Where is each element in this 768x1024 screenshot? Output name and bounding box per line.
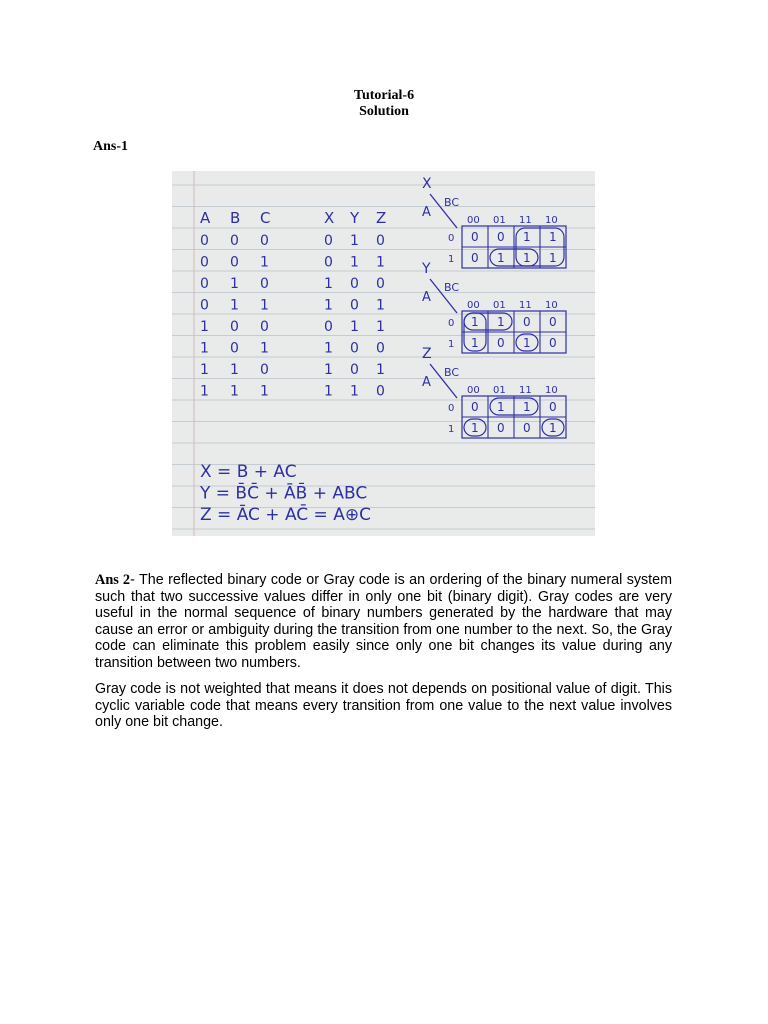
ans2-lead: Ans 2 [95,572,131,588]
truth-table-cell: 1 [260,340,269,357]
kmap-cell: 1 [497,315,505,329]
kmap-col-var: BC [444,366,460,379]
kmap-cell: 1 [471,421,479,435]
kmap-cell: 1 [523,336,531,350]
truth-table-header: Y [350,209,360,227]
truth-table-cell: 0 [376,340,385,357]
kmap-cell: 1 [523,400,531,414]
truth-table-cell: 1 [230,297,239,314]
equation: X = B + AC [200,462,297,482]
handwritten-solution-photo [172,171,595,536]
kmap-cell: 1 [497,251,505,265]
truth-table-header: X [324,209,335,227]
kmap-cell: 0 [497,421,505,435]
kmap-x [422,176,566,268]
truth-table-cell: 1 [260,254,269,271]
kmap-col-label: 10 [545,300,558,311]
kmap-cell: 1 [523,251,531,265]
kmap-cell: 0 [497,230,505,244]
kmap-row-label: 1 [448,339,455,350]
kmap-col-label: 00 [467,215,480,226]
truth-table-cell: 0 [230,340,239,357]
ans1-heading: Ans-1 [93,139,129,154]
truth-table-cell: 1 [376,254,385,271]
truth-table-cell: 1 [350,254,359,271]
equation: Y = B̄C̄ + ĀB̄ + ABC [200,483,368,504]
truth-table-cell: 0 [376,276,385,292]
truth-table [200,209,386,400]
truth-table-cell: 1 [200,319,209,335]
truth-table-cell: 1 [200,340,209,357]
kmap-cell: 0 [471,251,479,265]
truth-table-cell: 0 [200,276,209,292]
equations [199,462,371,525]
kmap-col-label: 11 [519,385,532,396]
truth-table-cell: 1 [376,319,385,335]
kmap-row-var: A [422,205,431,220]
truth-table-cell: 1 [376,362,385,378]
truth-table-cell: 0 [324,319,333,335]
kmap-col-label: 01 [493,385,506,396]
kmap-cell: 1 [471,336,479,350]
kmaps [421,176,566,438]
truth-table-cell: 1 [350,383,359,400]
kmap-cell: 0 [549,336,557,350]
truth-table-cell: 1 [230,383,239,400]
truth-table-cell: 1 [350,319,359,335]
ans2-paragraph-1 [95,572,672,672]
kmap-row-label: 0 [448,318,455,329]
truth-table-cell: 1 [350,233,359,249]
truth-table-cell: 1 [200,362,209,378]
truth-table-header: Z [376,209,387,227]
kmap-row-var: A [422,290,431,305]
truth-table-cell: 0 [200,297,209,314]
truth-table-cell: 1 [324,362,333,378]
kmap-col-label: 01 [493,300,506,311]
kmap-cell: 0 [523,315,531,329]
kmap-row-label: 1 [448,254,455,265]
kmap-col-var: BC [444,281,460,294]
kmap-cell: 0 [497,336,505,350]
kmap-row-var: A [422,375,431,390]
truth-table-header: A [200,209,211,227]
truth-table-cell: 1 [230,276,239,292]
truth-table-cell: 0 [260,362,269,378]
kmap-row-label: 0 [448,233,455,244]
truth-table-cell: 1 [230,362,239,378]
truth-table-cell: 0 [350,297,359,314]
kmap-col-var: BC [444,196,460,209]
truth-table-cell: 0 [324,254,333,271]
truth-table-cell: 0 [230,319,239,335]
kmap-col-label: 01 [493,215,506,226]
truth-table-cell: 0 [260,276,269,292]
truth-table-cell: 1 [260,383,269,400]
truth-table-cell: 1 [324,276,333,292]
truth-table-cell: 0 [350,276,359,292]
kmap-col-label: 11 [519,215,532,226]
kmap-row-label: 1 [448,424,455,435]
truth-table-cell: 0 [200,254,209,271]
kmap-cell: 0 [471,230,479,244]
kmap-cell: 0 [549,315,557,329]
truth-table-cell: 0 [230,254,239,271]
truth-table-cell: 0 [260,233,269,249]
truth-table-cell: 0 [200,233,209,249]
kmap-cell: 0 [523,421,531,435]
truth-table-header: B [230,209,241,227]
truth-table-cell: 0 [350,362,359,378]
kmap-output-label: X [422,176,432,192]
truth-table-cell: 1 [324,383,333,400]
truth-table-cell: 1 [200,383,209,400]
handwritten-notebook-page [172,171,595,536]
kmap-output-label: Y [422,261,431,277]
kmap-row-label: 0 [448,403,455,414]
truth-table-cell: 1 [324,297,333,314]
truth-table-cell: 0 [350,340,359,357]
truth-table-cell: 0 [376,383,385,400]
truth-table-cell: 0 [260,319,269,335]
page-title: Tutorial-6 [353,88,415,103]
kmap-cell: 1 [497,400,505,414]
kmap-col-label: 00 [467,385,480,396]
truth-table-cell: 0 [230,233,239,249]
equation: Z = ĀC + AC̄ = A⊕C [200,505,371,525]
truth-table-cell: 0 [324,233,333,249]
kmap-col-label: 10 [545,215,558,226]
truth-table-cell: 1 [376,297,385,314]
kmap-cell: 1 [471,315,479,329]
kmap-cell: 0 [549,400,557,414]
kmap-col-label: 00 [467,300,480,311]
kmap-cell: 1 [523,230,531,244]
kmap-y [421,261,566,353]
kmap-col-label: 10 [545,385,558,396]
kmap-cell: 1 [549,230,557,244]
kmap-output-label: Z [422,346,432,362]
kmap-col-label: 11 [519,300,532,311]
truth-table-header: C [260,209,271,227]
truth-table-cell: 0 [376,233,385,249]
kmap-cell: 1 [549,251,557,265]
truth-table-cell: 1 [260,297,269,314]
kmap-cell: 0 [471,400,479,414]
ans2-paragraph-2: Gray code is not weighted that means it does not depends on positional value of digit. This cyclic variable code that means every transition from one value to the next value involves only one bit change. [95,681,672,731]
truth-table-cell: 1 [324,340,333,357]
kmap-cell: 1 [549,421,557,435]
ans2-para1-text: - The reflected binary code or Gray code is an ordering of the binary numeral system such that two successive values differ in only one bit (binary digit). Gray codes are very useful in the normal sequence of binary numbers generated by the hardware that may cause an error or ambiguity during the transition from one number to the next. So, the Gray code can eliminate this problem easily since only one bit changes its value during any transition between two numbers. [95,572,673,671]
kmap-z [422,346,566,438]
page-subtitle: Solution [359,104,409,119]
